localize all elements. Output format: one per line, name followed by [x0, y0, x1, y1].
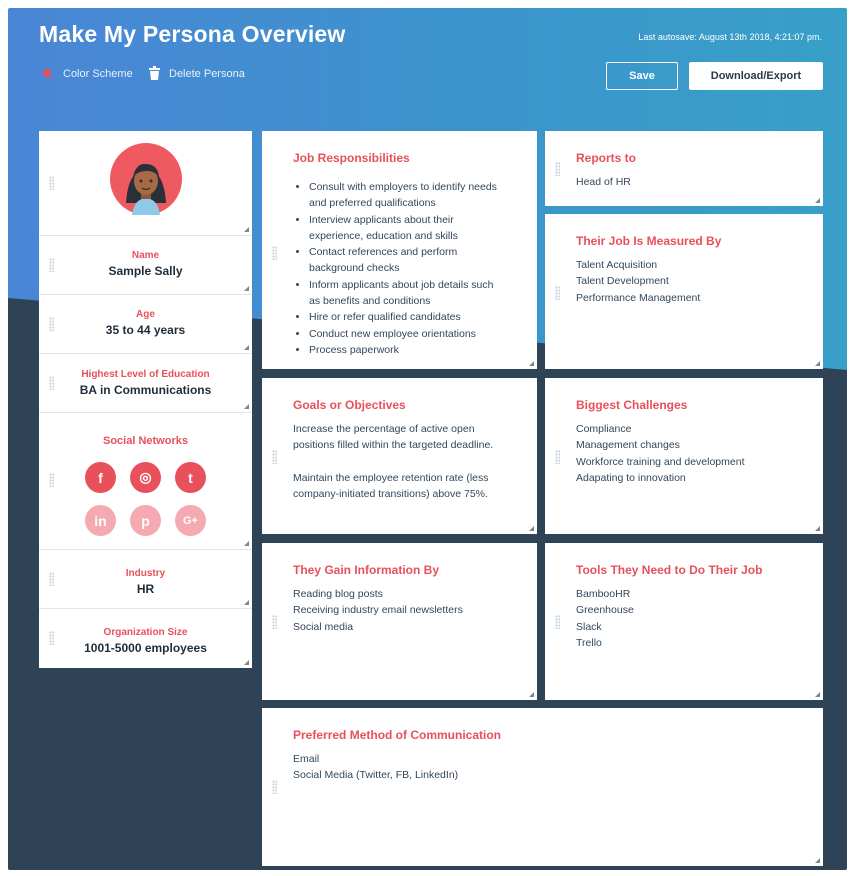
drag-handle-icon[interactable]	[555, 615, 560, 629]
drag-handle-icon[interactable]	[49, 176, 54, 190]
communication-card[interactable]	[262, 708, 823, 866]
resize-handle-icon[interactable]	[815, 526, 820, 531]
text-line: Compliance	[576, 423, 632, 435]
text-line: Head of HR	[576, 176, 631, 188]
industry-label: Industry	[125, 568, 166, 579]
organization-size-label: Organization Size	[103, 627, 188, 638]
card-title: Their Job Is Measured By	[576, 234, 722, 248]
name-label: Name	[131, 250, 160, 261]
resize-handle-icon[interactable]	[244, 660, 249, 665]
card-body[interactable]	[576, 421, 744, 486]
age-section	[39, 295, 252, 353]
card-body[interactable]	[576, 586, 634, 651]
resize-handle-icon[interactable]	[815, 692, 820, 697]
drag-handle-icon[interactable]	[49, 473, 54, 487]
linkedin-icon[interactable]: in	[85, 505, 116, 536]
card-title: Goals or Objectives	[293, 398, 406, 412]
trash-icon	[148, 66, 161, 81]
card-title: They Gain Information By	[293, 563, 440, 577]
card-title: Job Responsibilities	[293, 151, 410, 165]
drag-handle-icon[interactable]	[272, 450, 277, 464]
resize-handle-icon[interactable]	[244, 541, 249, 546]
google-plus-icon[interactable]: G+	[175, 505, 206, 536]
resize-handle-icon[interactable]	[244, 404, 249, 409]
list-item: • Consult with employers to identify needs and preferred qualifications	[309, 179, 497, 212]
social-networks-label: Social Networks	[103, 435, 188, 447]
card-body[interactable]	[293, 421, 493, 502]
text-line: Workforce training and development	[576, 455, 745, 468]
resize-handle-icon[interactable]	[244, 345, 249, 350]
avatar	[110, 143, 182, 215]
drag-handle-icon[interactable]	[272, 246, 277, 260]
save-button[interactable]: Save	[606, 62, 678, 90]
text-line: Receiving industry email newsletters	[293, 604, 463, 617]
text-line: Social media	[293, 620, 354, 633]
card-title: Tools They Need to Do Their Job	[576, 563, 763, 577]
card-body[interactable]	[576, 174, 631, 190]
text-line: Social Media (Twitter, FB, LinkedIn)	[293, 769, 459, 782]
card-body[interactable]	[293, 179, 497, 358]
text-line: Slack	[576, 620, 602, 633]
autosave-status: Last autosave: August 13th 2018, 4:21:07 pm.	[638, 32, 822, 42]
paint-bucket-icon	[39, 66, 55, 82]
drag-handle-icon[interactable]	[272, 780, 277, 794]
education-label: Highest Level of Education	[81, 369, 210, 380]
age-label: Age	[136, 309, 155, 320]
organization-size-value[interactable]: 1001-5000 employees	[84, 641, 207, 655]
resize-handle-icon[interactable]	[529, 526, 534, 531]
resize-handle-icon[interactable]	[815, 361, 820, 366]
education-value[interactable]: BA in Communications	[79, 383, 212, 397]
job-responsibilities-card[interactable]	[262, 131, 537, 369]
text-line: Reading blog posts	[293, 588, 383, 600]
challenges-card[interactable]	[545, 378, 823, 534]
list-item: • Process paperwork	[309, 342, 497, 358]
list-item: • Hire or refer qualified candidates	[309, 309, 497, 325]
drag-handle-icon[interactable]	[555, 162, 560, 176]
tools-card[interactable]	[545, 543, 823, 700]
color-scheme-button[interactable]	[39, 66, 133, 82]
resize-handle-icon[interactable]	[244, 227, 249, 232]
profile-card	[39, 131, 252, 668]
pinterest-icon[interactable]: p	[130, 505, 161, 536]
resize-handle-icon[interactable]	[529, 361, 534, 366]
text-line: Performance Management	[576, 291, 701, 304]
text-line: Maintain the employee retention rate (less	[293, 471, 489, 484]
age-value[interactable]: 35 to 44 years	[105, 323, 186, 337]
industry-section	[39, 550, 252, 608]
card-body[interactable]	[576, 257, 700, 306]
delete-persona-button[interactable]	[148, 66, 245, 81]
card-title: Reports to	[576, 151, 636, 165]
list-item: • Conduct new employee orientations	[309, 326, 497, 342]
text-line: Adapating to innovation	[576, 471, 686, 484]
list-item: • Interview applicants about their experience, education and skills	[309, 212, 497, 245]
industry-value[interactable]: HR	[136, 582, 155, 596]
text-line: Increase the percentage of active open	[293, 423, 475, 435]
resize-handle-icon[interactable]	[529, 692, 534, 697]
text-line: Talent Acquisition	[576, 259, 658, 271]
text-line: Trello	[576, 636, 602, 649]
card-body[interactable]	[293, 586, 463, 635]
text-line: Greenhouse	[576, 604, 634, 617]
list-item: • Contact references and perform background checks	[309, 244, 497, 277]
gain-information-card[interactable]	[262, 543, 537, 700]
text-line: BambooHR	[576, 588, 631, 600]
text-line: Email	[293, 753, 320, 765]
twitter-icon[interactable]: t	[175, 462, 206, 493]
card-title: Preferred Method of Communication	[293, 728, 502, 742]
text-line: company-initiated transitions) above 75%.	[293, 487, 488, 500]
app-frame	[8, 8, 847, 870]
responsibilities-list	[293, 179, 497, 358]
delete-persona-label: Delete Persona	[169, 67, 245, 80]
text-line	[293, 454, 493, 470]
avatar-section	[39, 131, 252, 235]
list-item: • Inform applicants about job details such as benefits and conditions	[309, 277, 497, 310]
instagram-icon[interactable]: ◎	[130, 462, 161, 493]
resize-handle-icon[interactable]	[815, 198, 820, 203]
text-line: Management changes	[576, 439, 680, 452]
drag-handle-icon[interactable]	[555, 286, 560, 300]
name-section	[39, 236, 252, 294]
reports-to-card[interactable]	[545, 131, 823, 206]
facebook-icon[interactable]: f	[85, 462, 116, 493]
drag-handle-icon[interactable]	[555, 450, 560, 464]
color-scheme-label: Color Scheme	[63, 68, 133, 80]
goals-card[interactable]	[262, 378, 537, 534]
text-line: Talent Development	[576, 275, 669, 288]
text-line: positions filled within the targeted deadline.	[293, 439, 494, 452]
social-networks-section	[39, 413, 252, 549]
education-section	[39, 354, 252, 412]
card-title: Biggest Challenges	[576, 398, 688, 412]
name-value[interactable]: Sample Sally	[108, 264, 183, 278]
resize-handle-icon[interactable]	[244, 600, 249, 605]
card-body[interactable]	[293, 751, 458, 784]
resize-handle-icon[interactable]	[244, 286, 249, 291]
download-export-button[interactable]: Download/Export	[689, 62, 823, 90]
organization-size-section	[39, 609, 252, 668]
page-title: Make My Persona Overview	[39, 21, 346, 47]
resize-handle-icon[interactable]	[815, 858, 820, 863]
drag-handle-icon[interactable]	[272, 615, 277, 629]
measured-by-card[interactable]	[545, 214, 823, 369]
